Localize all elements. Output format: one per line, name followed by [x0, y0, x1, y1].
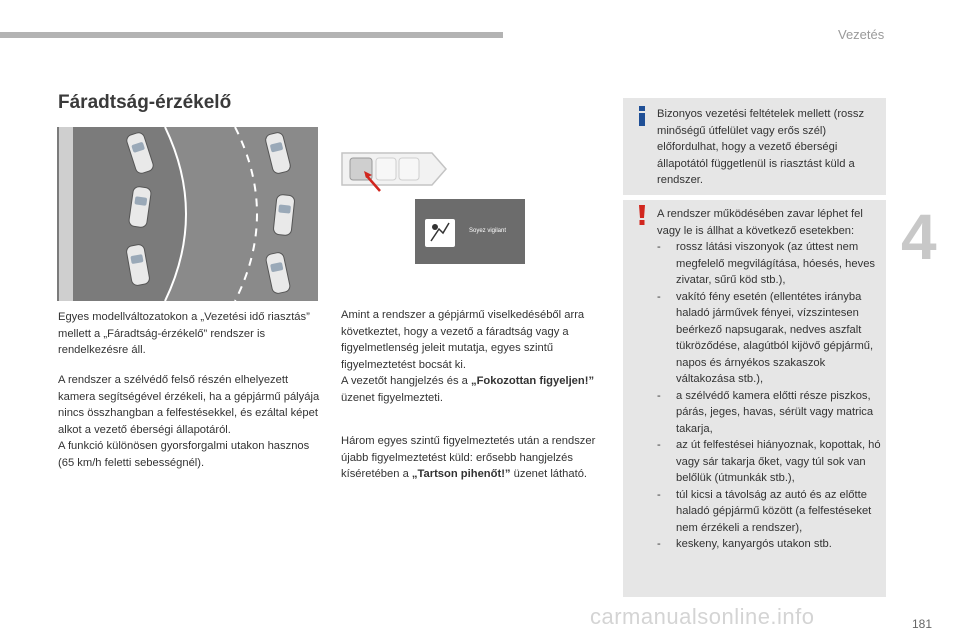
function-text-2: A funkció különösen gyorsforgalmi utakon hasznos (65 km/h feletti sebességnél). — [58, 440, 310, 469]
function-paragraph — [58, 372, 320, 471]
list-item: - keskeny, kanyargós utakon stb. — [657, 536, 883, 553]
instrument-display-illustration — [415, 199, 525, 264]
page-number: 181 — [912, 617, 933, 631]
windshield-camera-illustration — [340, 145, 450, 195]
level1-message-line — [341, 373, 601, 406]
level2-post: üzenet látható. — [510, 468, 588, 480]
warning-box — [623, 200, 886, 597]
list-item: - túl kicsi a távolság az autó és az előtte haladó gépjármű között (a felfestéseket nem érzékeli a rendszer), — [657, 487, 883, 537]
watermark: carmanualsonline.info — [590, 604, 815, 629]
warning-list — [657, 239, 883, 553]
level2-pre: Három egyes szintű figyelmeztetés után a rendszer újabb figyelmeztetést küld: erősebb hangjelzés kíséretében a — [341, 435, 596, 480]
top-divider-bar — [0, 32, 503, 38]
list-item: - vakító fény esetén (ellentétes irányba haladó járművek fényei, vízszintesen beérkező napsugarak, nedves aszfalt tükröződése, alagútból kijövő gépjármű, napos és árnyékos szakaszok váltakozása stb.), — [657, 289, 883, 388]
level2-text — [341, 433, 603, 483]
level1-message-bold: „Fokozottan figyeljen!” — [470, 375, 595, 387]
warning-text — [657, 206, 883, 553]
list-item: - az út felfestései hiányoznak, kopottak, hó vagy sár takarja őket, vagy túl sok van belőlük (útmunkák stb.), — [657, 437, 883, 487]
info-paragraph: Bizonyos vezetési feltételek mellett (rossz minőségű útfelület vagy erős szél) előfordulhat, hogy a vezető éberségi állapotától függetlenül is riasztást küld a rendszer. — [657, 108, 865, 186]
info-icon — [635, 106, 649, 126]
intro-text: Egyes modellváltozatokon a „Vezetési idő riasztás” mellett a „Fáradtság-érzékelő” rendszer is rendelkezésre áll. — [58, 311, 310, 356]
info-text — [657, 106, 881, 189]
chapter-number: 4 — [901, 201, 937, 273]
info-box — [623, 98, 886, 195]
level2-bold: „Tartson pihenőt!” — [411, 468, 511, 480]
warning-icon — [635, 205, 649, 225]
level1-message-post: üzenet figyelmezteti. — [341, 391, 443, 404]
level1-text: Amint a rendszer a gépjármű viselkedéséből arra következtet, hogy a vezető a fáradtság vagy a figyelmetlenség jeleit mutatja, egyes szintű figyelmeztetést bocsát ki. — [341, 309, 585, 371]
list-item: - a szélvédő kamera előtti része piszkos, párás, jeges, havas, sérült vagy matrica takarja, — [657, 388, 883, 438]
alert-message-label: Soyez vigilant — [469, 228, 507, 234]
list-item: - rossz látási viszonyok (az úttest nem megfelelő megvilágítása, hóesés, heves zivatar, sűrű köd stb.), — [657, 239, 883, 289]
function-text-1: A rendszer a szélvédő felső részén elhelyezett kamera segítségével érzékeli, ha a gépjármű pályája nincs összhangban a felfestésekkel, és ezáltal képet alkot a vezető éberségi állapotáról. — [58, 374, 320, 436]
level1-message-pre: A vezetőt hangjelzés és a — [341, 375, 471, 387]
road-lane-drift-illustration — [57, 127, 318, 301]
warning-intro: A rendszer működésében zavar léphet fel vagy le is állhat a következő esetekben: — [657, 208, 863, 237]
page-title: Fáradtság-érzékelő — [58, 92, 232, 113]
level2-alert-paragraph — [341, 433, 603, 483]
level1-alert-paragraph — [341, 307, 601, 406]
section-title: Vezetés — [838, 27, 885, 42]
intro-paragraph — [58, 309, 320, 359]
